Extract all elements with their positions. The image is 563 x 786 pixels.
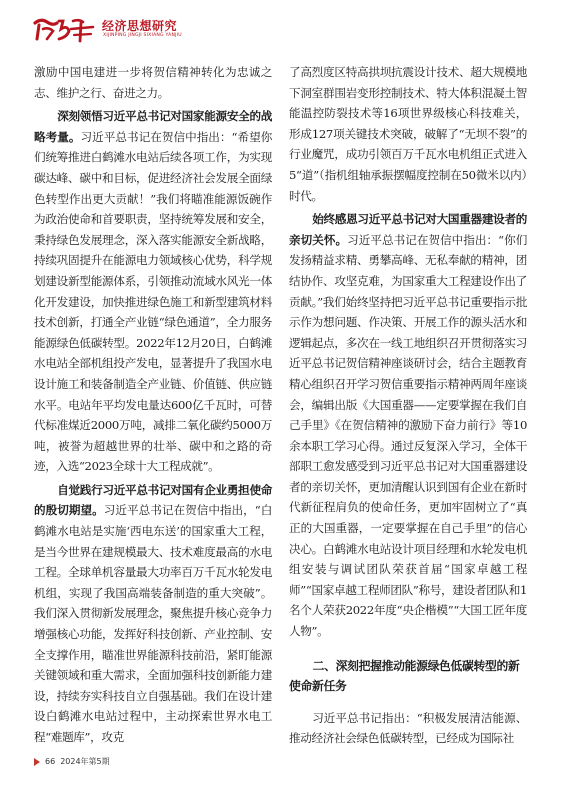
right-column (289, 62, 527, 749)
paragraph (34, 106, 272, 477)
journal-name: 经济思想研究 (102, 19, 178, 33)
paragraph: 了高烈度区特高拱坝抗震设计技术、超大规模地下洞室群围岩变形控制技术、特大体积混凝土智能温控防裂技术等16项世界级核心科技难关，形成127项关键技术突破，破解了“无坝不裂”的行业魔咒，成功引领百万千瓦水电机组正式进入5“道”（指机组轴承振摆幅度控制在50微米以内）时代。 (289, 65, 527, 203)
paragraph-text: 习近平总书记在贺信中指出，“白鹤滩水电站是实施‘西电东送’的国家重大工程，是当今世界在建规模最大、技术难度最高的水电工程。全球单机容量最大功率百万千瓦水轮发电机组，实现了我国高端装备制造的重大突破”。我们深入贯彻新发展理念，聚焦提升核心竞争力增强核心功能，发挥好科技创新、产业控制、安全支撑作用，瞄准世界能源科技前沿，紧盯能源关键领域和重大需求，全面加强科技创新能力建设，持续夯实科技自立自强基础。我们在设计建设白鹤滩水电站过程中，主动探索世界水电工程“难题库”，攻克 (34, 503, 272, 744)
left-column (34, 62, 272, 748)
paragraph-text: 习近平总书记在贺信中指出：“希望你们统筹推进白鹤滩水电站后续各项工作，为实现碳达峰、碳中和目标，促进经济社会发展全面绿色转型作出更大贡献！”我们将瞄准能源饭碗作为政治使命和首要职责，坚持统筹发展和安全，秉持绿色发展理念，深入落实能源安全新战略，持续巩固提升在能源电力领域核心优势，科学规划建设新型能源体系，引领推动流域水风光一体化开发建设，加快推进绿色施工和新型建筑材料技术创新，打通全产业链“绿色通道”，全力服务能源绿色低碳转型。2022年12月20日，白鹤滩水电站全部机组投产发电，显著提升了我国水电设计施工和装备制造全产业链、价值链、供应链水平。电站年平均发电量达600亿千瓦时，可替代标准煤近2000万吨，减排二氧化碳约5000万吨，被誉为超越世界的壮举、碳中和之路的奇迹，入选“2023全球十大工程成就”。 (34, 129, 272, 474)
subheading-energy-security: 深刻领悟习近平总书记对国家能源安全的战略考量。 (34, 109, 272, 144)
page-number: 66 (45, 757, 56, 766)
page-header (0, 0, 563, 52)
journal-logo (33, 15, 97, 43)
paragraph: 习近平总书记指出：“积极发展清洁能源、推动经济社会绿色低碳转型，已经成为国际社 (289, 710, 527, 746)
journal-pinyin: XIJINPING JINGJI SIXIANG YANJIU (103, 33, 182, 38)
page-footer (34, 756, 110, 767)
paragraph: 激励中国电建进一步将贺信精神转化为忠诚之志、维护之行、奋进之力。 (34, 65, 272, 100)
issue-label: 2024年第5期 (60, 757, 110, 766)
subheading-soe-mission: 自觉践行习近平总书记对国有企业勇担使命的殷切期望。 (34, 482, 272, 518)
subheading-builders-care: 始终感恩习近平总书记对大国重器建设者的亲切关怀。 (289, 212, 527, 247)
paragraph-text: 习近平总书记在贺信中指出：“你们发扬精益求精、勇攀高峰、无私奉献的精神，团结协作、攻坚克难，为国家重大工程建设作出了贡献。”我们始终坚持把习近平总书记重要指示批示作为想问题、作决策、开展工作的源头活水和逻辑起点，多次在一线工地组织召开贯彻落实习近平总书记贺信精神座谈研讨会，结合主题教育精心组织召开学习贺信重要指示精神两周年座谈会，编辑出版《大国重器——定要掌握在我们自己手里》《在贺信精神的激励下奋力前行》等10余本职工学习心得。通过反复深入学习，全体干部职工愈发感受到习近平总书记对大国重器建设者的亲切关怀，更加清醒认识到国有企业在新时代新征程肩负的使命任务，更加牢固树立了“真正的大国重器，一定要掌握在自己手里”的信心决心。白鹤滩水电站设计项目经理和水轮发电机组安装与调试团队荣获首届“国家卓越工程师”“国家卓越工程师团队”称号，建设者团队和1名个人荣获2022年度“央企楷模”“大国工匠年度人物”。 (289, 232, 527, 639)
section-heading: 二、深刻把握推动能源绿色低碳转型的新使命新任务 (289, 658, 520, 693)
paragraph (289, 209, 527, 641)
triangle-marker-icon (34, 758, 40, 766)
paragraph (34, 480, 272, 748)
